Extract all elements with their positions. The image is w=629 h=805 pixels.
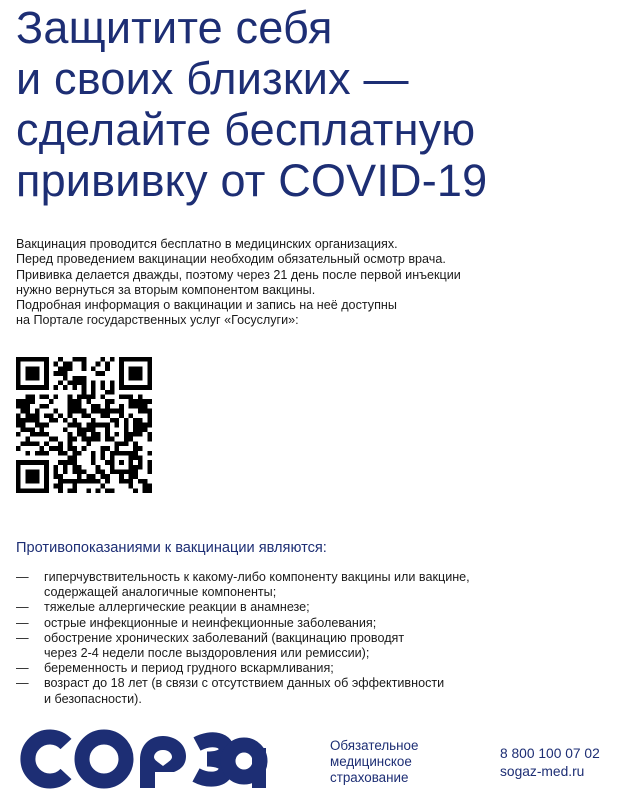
intro-line: Подробная информация о вакцинации и запись на неё доступны [16,298,397,313]
headline-line: и своих близких — [16,53,409,104]
headline-line: Защитите себя [16,2,333,53]
list-item [16,600,616,615]
headline-line: сделайте бесплатную [16,104,476,155]
contraindications-list [16,570,616,707]
oms-line: страхование [330,770,409,785]
intro-line: нужно вернуться за вторым компонентом вакцины. [16,282,316,297]
list-item-line: содержащей аналогичные компоненты; [44,585,277,600]
list-item-line: тяжелые аллергические реакции в анамнезе; [44,600,310,615]
list-item-line: и безопасности). [44,691,142,706]
oms-label [330,738,418,786]
list-item-line: гиперчувствительность к какому-либо компоненту вакцины или вакцине, [44,570,470,584]
headline [16,2,616,206]
list-item-line: обострение хронических заболеваний (вакцинацию проводят [44,630,405,645]
list-item [16,570,616,600]
list-item [16,631,616,661]
intro-line: Прививка делается дважды, поэтому через 21 день после первой инъекции [16,267,461,282]
list-dash: — [16,630,29,645]
contraindications-title: Противопоказаниями к вакцинации являются: [16,540,327,556]
phone-number[interactable]: 8 800 100 07 02 [500,746,600,761]
qr-code-icon[interactable] [16,357,152,493]
list-dash: — [16,615,29,630]
intro-line: Перед проведением вакцинации необходим обязательный осмотр врача. [16,252,446,267]
list-dash: — [16,676,29,691]
list-item [16,616,616,631]
intro-paragraph [16,237,616,329]
intro-line: Вакцинация проводится бесплатно в медицинских организациях. [16,237,398,251]
oms-line: медицинское [330,754,412,769]
oms-line: Обязательное [330,738,419,753]
sogaz-logo-icon [14,726,269,792]
list-dash: — [16,600,29,615]
headline-line: прививку от COVID-19 [16,155,488,206]
list-item-line: беременность и период грудного вскармливания; [44,661,334,676]
website-link[interactable]: sogaz-med.ru [500,764,585,779]
list-dash: — [16,570,29,584]
logo-text: согаз [14,726,17,727]
list-item [16,661,616,676]
list-item-line: острые инфекционные и неинфекционные заболевания; [44,615,377,630]
list-dash: — [16,661,29,676]
list-item-line: возраст до 18 лет (в связи с отсутствием данных об эффективности [44,676,445,691]
intro-line: на Портале государственных услуг «Госуслуги»: [16,313,299,328]
contacts [500,745,600,781]
list-item-line: через 2-4 недели после выздоровления или ремиссии); [44,646,370,661]
list-item [16,676,616,706]
